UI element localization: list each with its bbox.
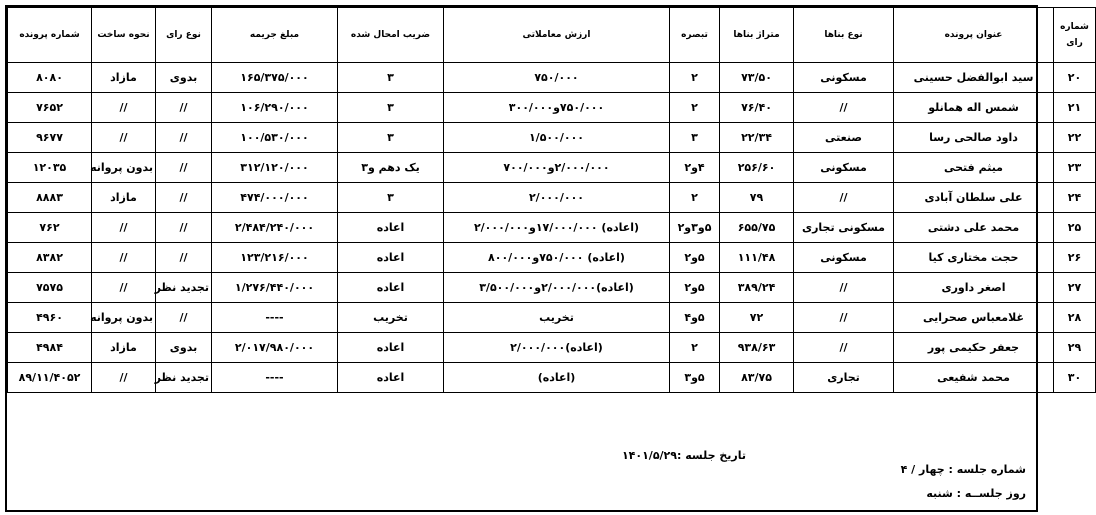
table-cell: اعاده [338, 333, 444, 363]
table-cell: ۲۴ [1054, 183, 1096, 213]
table-cell: ۲۱ [1054, 93, 1096, 123]
header-cell: ارزش معاملاتی [444, 8, 670, 63]
table-cell: ۷۵۰/۰۰۰ [444, 63, 670, 93]
table-cell: میثم فتحی [894, 153, 1054, 183]
rulings-table [7, 7, 1096, 393]
table-cell: اعاده [338, 243, 444, 273]
table-cell: ۲/۴۸۴/۲۴۰/۰۰۰ [212, 213, 338, 243]
table-cell: حجت مختاری کیا [894, 243, 1054, 273]
table-cell: // [92, 93, 156, 123]
table-cell: ۱۶۵/۳۷۵/۰۰۰ [212, 63, 338, 93]
table-cell: ۴و۲ [670, 153, 720, 183]
table-body [8, 63, 1096, 393]
table-cell: بدوی [156, 63, 212, 93]
table-cell: // [794, 333, 894, 363]
session-footer [7, 393, 1036, 510]
table-cell: ۳ [338, 63, 444, 93]
table-cell: // [794, 273, 894, 303]
table-cell: // [794, 303, 894, 333]
table-cell: ۱/۵۰۰/۰۰۰ [444, 123, 670, 153]
table-cell: ۷۲ [720, 303, 794, 333]
table-cell: // [156, 93, 212, 123]
table-row [8, 273, 1096, 303]
header-cell: شماره پرونده [8, 8, 92, 63]
table-cell: غلامعباس صحرایی [894, 303, 1054, 333]
table-cell: ۱۲۳/۲۱۶/۰۰۰ [212, 243, 338, 273]
header-cell: نوع رای [156, 8, 212, 63]
table-cell: ۱۰۰/۵۳۰/۰۰۰ [212, 123, 338, 153]
table-cell: ۲/۰۰۰/۰۰۰و۷۰۰/۰۰۰ [444, 153, 670, 183]
table-cell: مازاد [92, 333, 156, 363]
table-cell: ۵و۲ [670, 243, 720, 273]
table-cell: سید ابوالفضل حسینی [894, 63, 1054, 93]
table-cell: ۲۰ [1054, 63, 1096, 93]
table-cell: (اعاده) [444, 363, 670, 393]
table-cell: ۲۸ [1054, 303, 1096, 333]
table-cell: داود صالحی رسا [894, 123, 1054, 153]
table-row [8, 93, 1096, 123]
table-cell: مسکونی [794, 243, 894, 273]
table-cell: // [156, 123, 212, 153]
table-cell: ۲۷ [1054, 273, 1096, 303]
table-cell: // [156, 153, 212, 183]
table-cell: // [92, 213, 156, 243]
table-cell: ۸۹/۱۱/۴۰۵۲ [8, 363, 92, 393]
header-cell: تبصره [670, 8, 720, 63]
table-cell: اعاده [338, 213, 444, 243]
table-cell: ۲۶ [1054, 243, 1096, 273]
table-cell: یک دهم و۳ [338, 153, 444, 183]
table-cell: ۴۷۴/۰۰۰/۰۰۰ [212, 183, 338, 213]
table-cell: (اعاده)۲/۰۰۰/۰۰۰و۳/۵۰۰/۰۰۰ [444, 273, 670, 303]
table-cell: ۷۹ [720, 183, 794, 213]
table-row [8, 303, 1096, 333]
table-cell: // [92, 123, 156, 153]
header-cell: مبلغ جریمه [212, 8, 338, 63]
table-cell: جعفر حکیمی پور [894, 333, 1054, 363]
table-cell: ۲۵ [1054, 213, 1096, 243]
table-cell: // [794, 183, 894, 213]
table-cell: تجدید نظر [156, 363, 212, 393]
table-cell: ---- [212, 363, 338, 393]
table-cell: ۸۳۸۲ [8, 243, 92, 273]
table-cell: // [92, 243, 156, 273]
table-cell: ۷۳/۵۰ [720, 63, 794, 93]
table-cell: اعاده [338, 273, 444, 303]
table-cell: شمس اله همانلو [894, 93, 1054, 123]
table-cell: ۷۵۰/۰۰۰و۳۰۰/۰۰۰ [444, 93, 670, 123]
table-cell: ۲ [670, 333, 720, 363]
header-cell: ضریب امحال شده [338, 8, 444, 63]
table-cell: بدوی [156, 333, 212, 363]
header-row [8, 8, 1096, 63]
table-cell: ۸۸۸۳ [8, 183, 92, 213]
table-cell: ۳ [338, 183, 444, 213]
header-cell: متراژ بناها [720, 8, 794, 63]
table-cell: ۵و۴ [670, 303, 720, 333]
table-row [8, 183, 1096, 213]
table-cell: ---- [212, 303, 338, 333]
table-cell: ۱/۲۷۶/۴۴۰/۰۰۰ [212, 273, 338, 303]
table-cell: // [156, 303, 212, 333]
table-cell: مازاد [92, 63, 156, 93]
table-cell: (اعاده)۲/۰۰۰/۰۰۰ [444, 333, 670, 363]
table-cell: ۱۲۰۳۵ [8, 153, 92, 183]
table-cell: ۳۸۹/۲۴ [720, 273, 794, 303]
table-cell: ۴۹۸۴ [8, 333, 92, 363]
table-cell: ۵و۲ [670, 273, 720, 303]
session-date: تاریخ جلسه :۱۴۰۱/۵/۲۹ [621, 449, 746, 462]
table-row [8, 243, 1096, 273]
table-row [8, 153, 1096, 183]
table-cell: ۳۰ [1054, 363, 1096, 393]
table-cell: ۲۹ [1054, 333, 1096, 363]
table-cell: محمد علی دشتی [894, 213, 1054, 243]
table-cell: ۳ [338, 123, 444, 153]
table-cell: ۶۵۵/۷۵ [720, 213, 794, 243]
table-cell: مسکونی [794, 63, 894, 93]
table-cell: ۲۲ [1054, 123, 1096, 153]
table-cell: ۴۹۶۰ [8, 303, 92, 333]
table-cell: // [156, 243, 212, 273]
table-cell: // [92, 273, 156, 303]
table-row [8, 363, 1096, 393]
table-cell: ۳۱۲/۱۲۰/۰۰۰ [212, 153, 338, 183]
table-cell: // [794, 93, 894, 123]
table-cell: // [156, 213, 212, 243]
table-cell: ۱۰۶/۲۹۰/۰۰۰ [212, 93, 338, 123]
table-cell: اصغر داوری [894, 273, 1054, 303]
table-row [8, 63, 1096, 93]
table-cell: ۷۵۷۵ [8, 273, 92, 303]
table-cell: علی سلطان آبادی [894, 183, 1054, 213]
table-cell: اعاده [338, 363, 444, 393]
table-cell: ۲ [670, 63, 720, 93]
table-cell: ۷۶۲ [8, 213, 92, 243]
table-cell: ۸۳/۷۵ [720, 363, 794, 393]
table-cell: ۳ [670, 123, 720, 153]
header-cell: نحوه ساخت [92, 8, 156, 63]
table-cell: تجدید نظر [156, 273, 212, 303]
table-cell: تخریب [444, 303, 670, 333]
table-row [8, 123, 1096, 153]
table-cell: ۷۶/۴۰ [720, 93, 794, 123]
table-cell: صنعتی [794, 123, 894, 153]
table-cell: ۸۰۸۰ [8, 63, 92, 93]
table-cell: مازاد [92, 183, 156, 213]
table-cell: // [156, 183, 212, 213]
table-cell: ۲ [670, 183, 720, 213]
table-cell: (اعاده) ۷۵۰/۰۰۰و۸۰۰/۰۰۰ [444, 243, 670, 273]
table-cell: ۲۲/۳۴ [720, 123, 794, 153]
table-cell: ۲/۰۱۷/۹۸۰/۰۰۰ [212, 333, 338, 363]
table-cell: مسکونی تجاری [794, 213, 894, 243]
header-cell: نوع بناها [794, 8, 894, 63]
table-cell: ۱۱۱/۴۸ [720, 243, 794, 273]
table-cell: ۲ [670, 93, 720, 123]
table-cell: ۹۳۸/۶۳ [720, 333, 794, 363]
table-cell: (اعاده) ۱۷/۰۰۰/۰۰۰و۲/۰۰۰/۰۰۰ [444, 213, 670, 243]
session-day: روز جلســه : شنبه [926, 487, 1026, 500]
table-cell: ۲۳ [1054, 153, 1096, 183]
minutes-sheet [5, 5, 1089, 512]
table-cell: بدون پروانه [92, 153, 156, 183]
table-cell: ۲۵۶/۶۰ [720, 153, 794, 183]
table-cell: محمد شفیعی [894, 363, 1054, 393]
table-cell: ۹۶۷۷ [8, 123, 92, 153]
table-cell: // [92, 363, 156, 393]
table-cell: ۵و۳و۲ [670, 213, 720, 243]
table-cell: ۵و۳ [670, 363, 720, 393]
table-row [8, 213, 1096, 243]
table-cell: ۳ [338, 93, 444, 123]
table-cell: تخریب [338, 303, 444, 333]
table-cell: مسکونی [794, 153, 894, 183]
table-cell: تجاری [794, 363, 894, 393]
session-number: شماره جلسه : چهار / ۴ [900, 463, 1026, 476]
table-cell: ۲/۰۰۰/۰۰۰ [444, 183, 670, 213]
header-cell: عنوان پرونده [894, 8, 1054, 63]
table-cell: ۷۶۵۲ [8, 93, 92, 123]
table-cell: بدون پروانه [92, 303, 156, 333]
table-row [8, 333, 1096, 363]
header-cell: شماره رای [1054, 8, 1096, 63]
